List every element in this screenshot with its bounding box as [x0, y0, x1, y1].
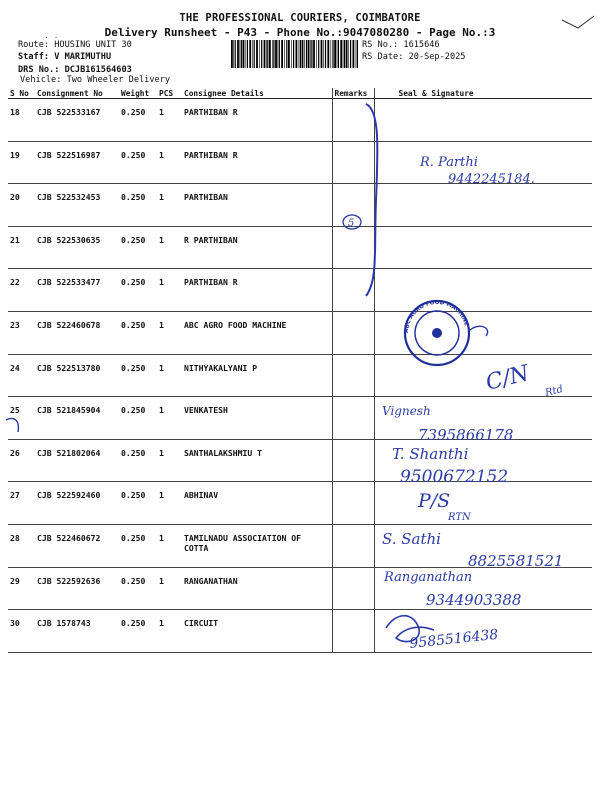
cell-weight: 0.250	[119, 269, 157, 312]
cell-remarks	[332, 141, 374, 184]
barcode-bar	[310, 40, 311, 68]
cell-signature	[374, 269, 592, 312]
cell-consignee: RANGANATHAN	[182, 567, 332, 610]
barcode-bar	[304, 40, 305, 68]
barcode-bar	[231, 40, 233, 68]
barcode-bar	[318, 40, 319, 68]
cell-consignee: PARTHIBAN	[182, 184, 332, 227]
mark-row-27: P/S	[418, 490, 451, 512]
barcode-bar	[346, 40, 348, 68]
cell-remarks	[332, 397, 374, 440]
barcode-bar	[273, 40, 274, 68]
barcode-bar	[281, 40, 283, 68]
cell-pcs: 1	[157, 439, 182, 482]
cell-remarks	[332, 524, 374, 567]
barcode-bar	[334, 40, 336, 68]
cell-weight: 0.250	[119, 311, 157, 354]
barcode-bar	[300, 40, 301, 68]
barcode-bar	[337, 40, 338, 68]
table-header-row	[8, 88, 592, 99]
cell-weight: 0.250	[119, 99, 157, 142]
cell-pcs: 1	[157, 567, 182, 610]
cell-sno: 30	[8, 610, 35, 653]
cell-sno: 23	[8, 311, 35, 354]
cell-consignment: CJB 522516987	[35, 141, 119, 184]
cell-weight: 0.250	[119, 397, 157, 440]
barcode-bar	[279, 40, 280, 68]
cell-consignment: CJB 522592636	[35, 567, 119, 610]
barcode-bar	[291, 40, 292, 68]
cell-weight: 0.250	[119, 226, 157, 269]
barcode-bar	[275, 40, 277, 68]
cell-consignee: ABHINAV	[182, 482, 332, 525]
svg-text:ABC AGRO FOOD MACHINE: ABC AGRO FOOD MACHINE	[403, 299, 470, 334]
barcode-bar	[259, 40, 260, 68]
barcode-bar	[293, 40, 294, 68]
cell-pcs: 1	[157, 482, 182, 525]
signature-row-29: Ranganathan	[384, 570, 473, 585]
cell-pcs: 1	[157, 311, 182, 354]
cell-consignee: PARTHIBAN R	[182, 141, 332, 184]
cell-consignee: TAMILNADU ASSOCIATION OF COTTA	[182, 524, 332, 567]
cell-remarks	[332, 567, 374, 610]
table-row	[8, 482, 592, 525]
barcode-image	[230, 40, 358, 68]
cell-consignment: CJB 522460678	[35, 311, 119, 354]
table-row	[8, 610, 592, 653]
cell-pcs: 1	[157, 141, 182, 184]
col-weight: Weight	[119, 88, 157, 99]
cell-pcs: 1	[157, 354, 182, 397]
barcode-bar	[247, 40, 248, 68]
cell-remarks	[332, 610, 374, 653]
drs-number: DRS No.: DCJB161564603	[18, 65, 132, 75]
vehicle-label: Vehicle: Two Wheeler Delivery	[20, 75, 171, 85]
barcode-bar	[237, 40, 239, 68]
cell-weight: 0.250	[119, 567, 157, 610]
barcode-bar	[266, 40, 267, 68]
barcode-bar	[243, 40, 245, 68]
barcode-bar	[254, 40, 255, 68]
cell-consignee: CIRCUIT	[182, 610, 332, 653]
barcode-bar	[338, 40, 339, 68]
cell-sno: 24	[8, 354, 35, 397]
barcode-bar	[272, 40, 273, 68]
signature-row-26: T. Shanthi	[392, 445, 469, 463]
cell-consignment: CJB 522530635	[35, 226, 119, 269]
cell-consignee: ABC AGRO FOOD MACHINE	[182, 311, 332, 354]
corner-tick-mark	[560, 14, 600, 44]
barcode-bar	[269, 40, 271, 68]
company-title: THE PROFESSIONAL COURIERS, COIMBATORE	[179, 12, 421, 24]
barcode-bar	[348, 40, 349, 68]
cell-consignee: R PARTHIBAN	[182, 226, 332, 269]
staff-label: Staff: V MARIMUTHU	[18, 52, 112, 62]
barcode-bar	[249, 40, 251, 68]
col-signature: Seal & Signature	[374, 88, 592, 99]
cell-remarks	[332, 226, 374, 269]
cell-consignment: CJB 521802064	[35, 439, 119, 482]
cell-remarks	[332, 439, 374, 482]
cell-weight: 0.250	[119, 184, 157, 227]
rs-number: RS No.: 1615646	[362, 40, 440, 50]
cell-remarks	[332, 269, 374, 312]
table-row	[8, 269, 592, 312]
barcode-bar	[311, 40, 312, 68]
col-sno: S No	[8, 88, 35, 99]
cell-weight: 0.250	[119, 354, 157, 397]
barcode-bar	[340, 40, 342, 68]
phone-row-28: 8825581521	[468, 552, 564, 570]
col-remarks: Remarks	[332, 88, 374, 99]
cell-consignment: CJB 522513780	[35, 354, 119, 397]
cell-pcs: 1	[157, 610, 182, 653]
barcode-bar	[233, 40, 234, 68]
barcode-bar	[344, 40, 345, 68]
cell-pcs: 1	[157, 524, 182, 567]
cell-consignment: CJB 522460672	[35, 524, 119, 567]
cell-consignee: PARTHIBAN R	[182, 269, 332, 312]
pen-dot: · ·	[44, 33, 59, 42]
cell-pcs: 1	[157, 99, 182, 142]
cell-sno: 25	[8, 397, 35, 440]
cell-sno: 26	[8, 439, 35, 482]
cell-remarks	[332, 311, 374, 354]
runsheet-subtitle: Delivery Runsheet - P43 - Phone No.:9047080280 - Page No.:3	[104, 26, 496, 39]
barcode-bar	[278, 40, 279, 68]
barcode-bar	[353, 40, 355, 68]
signature-row-19: R. Parthi	[420, 155, 478, 170]
signature-row-25: Vignesh	[382, 404, 431, 418]
cell-weight: 0.250	[119, 610, 157, 653]
cell-pcs: 1	[157, 397, 182, 440]
barcode-bar	[356, 40, 357, 68]
col-pcs: PCS	[157, 88, 182, 99]
barcode-bar	[256, 40, 258, 68]
cell-signature	[374, 99, 592, 142]
cell-sno: 27	[8, 482, 35, 525]
barcode-bar	[327, 40, 329, 68]
table-row	[8, 311, 592, 354]
remarks-count-text: 5	[348, 218, 355, 229]
barcode-bar	[288, 40, 290, 68]
cell-remarks	[332, 354, 374, 397]
barcode-bar	[331, 40, 332, 68]
barcode-bar	[296, 40, 298, 68]
cell-remarks	[332, 482, 374, 525]
barcode-bar	[284, 40, 285, 68]
cell-pcs: 1	[157, 226, 182, 269]
table-row	[8, 99, 592, 142]
barcode-bar	[235, 40, 236, 68]
barcode-bar	[245, 40, 246, 68]
barcode-bar	[325, 40, 326, 68]
cell-weight: 0.250	[119, 482, 157, 525]
barcode-bar	[306, 40, 307, 68]
barcode-bar	[343, 40, 344, 68]
barcode-bar	[308, 40, 310, 68]
cell-signature	[374, 184, 592, 227]
cell-weight: 0.250	[119, 524, 157, 567]
phone-row-25: 7395866178	[418, 426, 514, 444]
note-row-24: Rtd	[544, 383, 565, 399]
mark-row-24: C/N	[483, 361, 532, 396]
cell-signature	[374, 226, 592, 269]
cell-consignment: CJB 522533477	[35, 269, 119, 312]
cell-sno: 19	[8, 141, 35, 184]
barcode-bar	[350, 40, 351, 68]
barcode-bar	[323, 40, 324, 68]
table-row	[8, 226, 592, 269]
col-consignment: Consignment No	[35, 88, 119, 99]
cell-consignee: SANTHALAKSHMIU T	[182, 439, 332, 482]
barcode-bar	[261, 40, 262, 68]
barcode-bar	[332, 40, 333, 68]
barcode-bar	[316, 40, 317, 68]
note-row-27: RTN	[448, 512, 471, 523]
cell-consignment: CJB 522592460	[35, 482, 119, 525]
barcode-bar	[357, 40, 358, 68]
phone-row-30: 9585516438	[408, 626, 500, 652]
cell-sno: 28	[8, 524, 35, 567]
cell-consignment: CJB 1578743	[35, 610, 119, 653]
barcode-bar	[241, 40, 242, 68]
cell-sno: 20	[8, 184, 35, 227]
col-consignee: Consignee Details	[182, 88, 332, 99]
cell-consignee: VENKATESH	[182, 397, 332, 440]
barcode-bar	[321, 40, 323, 68]
cell-consignment: CJB 521845904	[35, 397, 119, 440]
phone-row-19: 9442245184.	[448, 172, 535, 187]
barcode-bar	[313, 40, 315, 68]
rs-date: RS Date: 20-Sep-2025	[362, 52, 466, 62]
cell-weight: 0.250	[119, 141, 157, 184]
cell-consignee: NITHYAKALYANI P	[182, 354, 332, 397]
cell-pcs: 1	[157, 184, 182, 227]
cell-weight: 0.250	[119, 439, 157, 482]
cell-consignee: PARTHIBAN R	[182, 99, 332, 142]
cell-sno: 18	[8, 99, 35, 142]
cell-consignment: CJB 522532453	[35, 184, 119, 227]
table-row	[8, 184, 592, 227]
route-label: Route: HOUSING UNIT 30	[18, 40, 132, 50]
barcode-bar	[264, 40, 266, 68]
cell-pcs: 1	[157, 269, 182, 312]
cell-signature	[374, 482, 592, 525]
barcode-bar	[252, 40, 253, 68]
barcode-bar	[286, 40, 287, 68]
cell-consignment: CJB 522533167	[35, 99, 119, 142]
cell-sno: 22	[8, 269, 35, 312]
barcode-bar	[267, 40, 268, 68]
barcode-bar	[240, 40, 241, 68]
cell-sno: 29	[8, 567, 35, 610]
phone-row-29: 9344903388	[426, 591, 522, 609]
cell-sno: 21	[8, 226, 35, 269]
signature-row-28: S. Sathi	[382, 530, 441, 548]
barcode-bar	[302, 40, 304, 68]
phone-row-26: 9500672152	[400, 467, 509, 487]
barcode-bar	[299, 40, 300, 68]
